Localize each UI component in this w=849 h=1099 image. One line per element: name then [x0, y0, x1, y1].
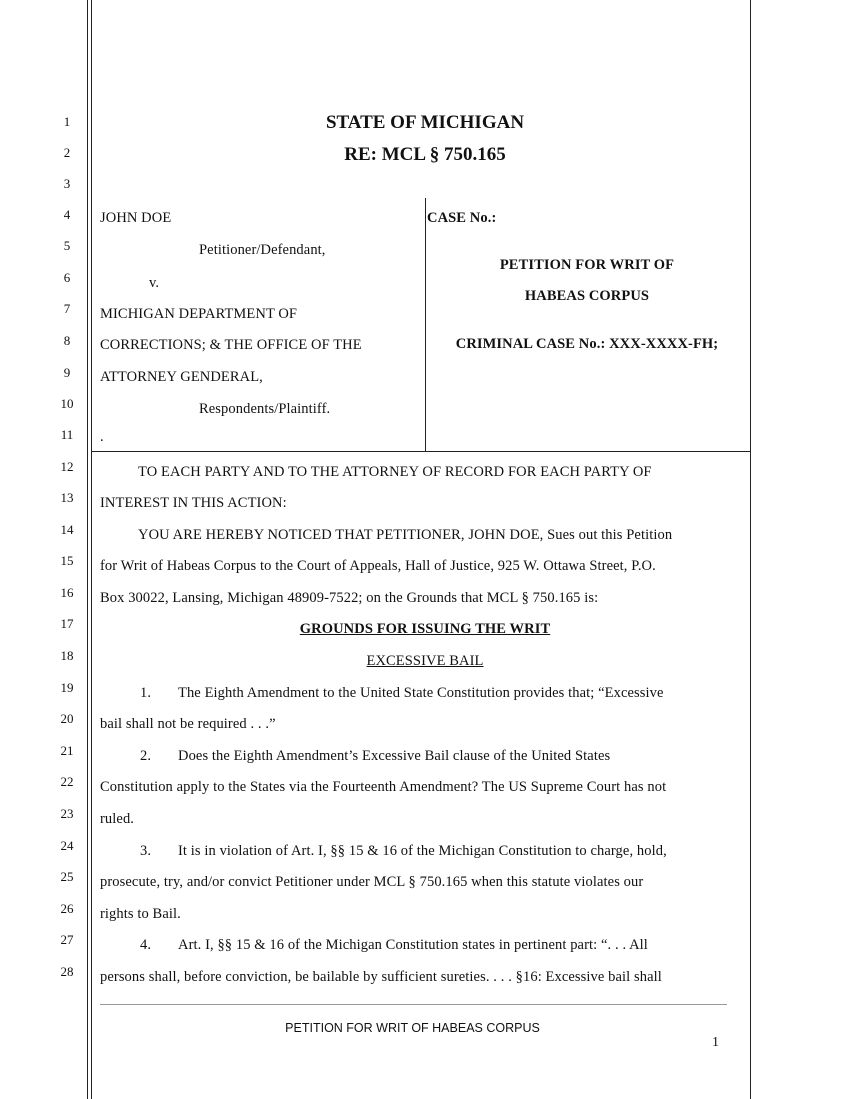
paragraph-3-line-2: prosecute, try, and/or convict Petitioner under MCL § 750.165 when this statute violates our [100, 874, 644, 890]
line-number: 18 [60, 648, 74, 663]
line-number: 5 [63, 238, 71, 253]
line-number: 1 [63, 114, 71, 129]
paragraph-1-line-1: The Eighth Amendment to the United State Constitution provides that; “Excessive [178, 685, 664, 701]
respondent-line-1: MICHIGAN DEPARTMENT OF [100, 306, 298, 322]
paragraph-2-line-1: Does the Eighth Amendment’s Excessive Bail clause of the United States [178, 748, 611, 764]
petitioner-name: JOHN DOE [100, 210, 172, 226]
line-number: 7 [63, 301, 71, 316]
caption-dot: . [100, 429, 104, 445]
paragraph-4-line-1: Art. I, §§ 15 & 16 of the Michigan Constitution states in pertinent part: “. . . All [178, 937, 648, 953]
line-number: 6 [63, 270, 71, 285]
section-heading: GROUNDS FOR ISSUING THE WRIT [299, 621, 551, 637]
criminal-case-number: CRIMINAL CASE No.: XXX-XXXX-FH; [455, 336, 719, 352]
paragraph-2-number: 2. [140, 748, 152, 764]
line-number: 19 [60, 680, 74, 695]
line-number: 27 [60, 932, 74, 947]
paragraph-2-line-3: ruled. [100, 811, 135, 827]
petition-title-line-1: PETITION FOR WRIT OF [499, 257, 675, 273]
line-number: 16 [60, 585, 74, 600]
line-number: 10 [60, 396, 74, 411]
right-margin-rule [750, 0, 751, 1099]
line-number: 17 [60, 616, 74, 631]
line-number: 4 [63, 207, 71, 222]
line-number: 11 [60, 427, 74, 442]
paragraph-3-line-1: It is in violation of Art. I, §§ 15 & 16 of the Michigan Constitution to charge, hold, [178, 843, 667, 859]
notice-paragraph-line-1: YOU ARE HEREBY NOTICED THAT PETITIONER, JOHN DOE, Sues out this Petition [138, 527, 673, 543]
page-number: 1 [712, 1035, 719, 1050]
notice-address-line-2: INTEREST IN THIS ACTION: [100, 495, 287, 511]
line-number: 28 [60, 964, 74, 979]
line-number: 24 [60, 838, 74, 853]
versus: v. [149, 275, 160, 291]
paragraph-3-line-3: rights to Bail. [100, 906, 181, 922]
left-margin-rule-outer [87, 0, 88, 1099]
line-number: 12 [60, 459, 74, 474]
petitioner-role: Petitioner/Defendant, [199, 242, 326, 258]
line-number: 2 [63, 145, 71, 160]
caption-bottom-rule [92, 451, 750, 452]
paragraph-2-line-2: Constitution apply to the States via the Fourteenth Amendment? The US Supreme Court has not [100, 779, 667, 795]
subsection-heading: EXCESSIVE BAIL [366, 653, 484, 669]
paragraph-4-number: 4. [140, 937, 152, 953]
line-number: 14 [60, 522, 74, 537]
case-number-label: CASE No.: [427, 210, 497, 226]
line-number: 25 [60, 869, 74, 884]
statute-reference: RE: MCL § 750.165 [344, 144, 506, 165]
line-number: 21 [60, 743, 74, 758]
respondent-role: Respondents/Plaintiff. [199, 401, 331, 417]
line-number: 13 [60, 490, 74, 505]
line-number: 22 [60, 774, 74, 789]
document-title: STATE OF MICHIGAN [325, 112, 525, 133]
paragraph-1-number: 1. [140, 685, 152, 701]
paragraph-3-number: 3. [140, 843, 152, 859]
notice-paragraph-line-3: Box 30022, Lansing, Michigan 48909-7522; on the Grounds that MCL § 750.165 is: [100, 590, 599, 606]
respondent-line-2: CORRECTIONS; & THE OFFICE OF THE [100, 337, 362, 353]
line-number: 9 [63, 365, 71, 380]
respondent-line-3: ATTORNEY GENDERAL, [100, 369, 263, 385]
line-number: 23 [60, 806, 74, 821]
line-number: 15 [60, 553, 74, 568]
petition-title-line-2: HABEAS CORPUS [524, 288, 650, 304]
line-number: 3 [63, 176, 71, 191]
paragraph-4-line-2: persons shall, before conviction, be bailable by sufficient sureties. . . . §16: Excessive bail shall [100, 969, 662, 985]
line-number: 26 [60, 901, 74, 916]
left-margin-rule-inner [91, 0, 92, 1099]
paragraph-1-line-2: bail shall not be required . . .” [100, 716, 276, 732]
line-number: 8 [63, 333, 71, 348]
line-number: 20 [60, 711, 74, 726]
notice-paragraph-line-2: for Writ of Habeas Corpus to the Court of Appeals, Hall of Justice, 925 W. Ottawa Street, P.O. [100, 558, 656, 574]
notice-address-line-1: TO EACH PARTY AND TO THE ATTORNEY OF RECORD FOR EACH PARTY OF [138, 464, 652, 480]
footer-title: PETITION FOR WRIT OF HABEAS CORPUS [285, 1021, 540, 1035]
caption-divider [425, 198, 426, 452]
footer-rule [100, 1004, 727, 1005]
